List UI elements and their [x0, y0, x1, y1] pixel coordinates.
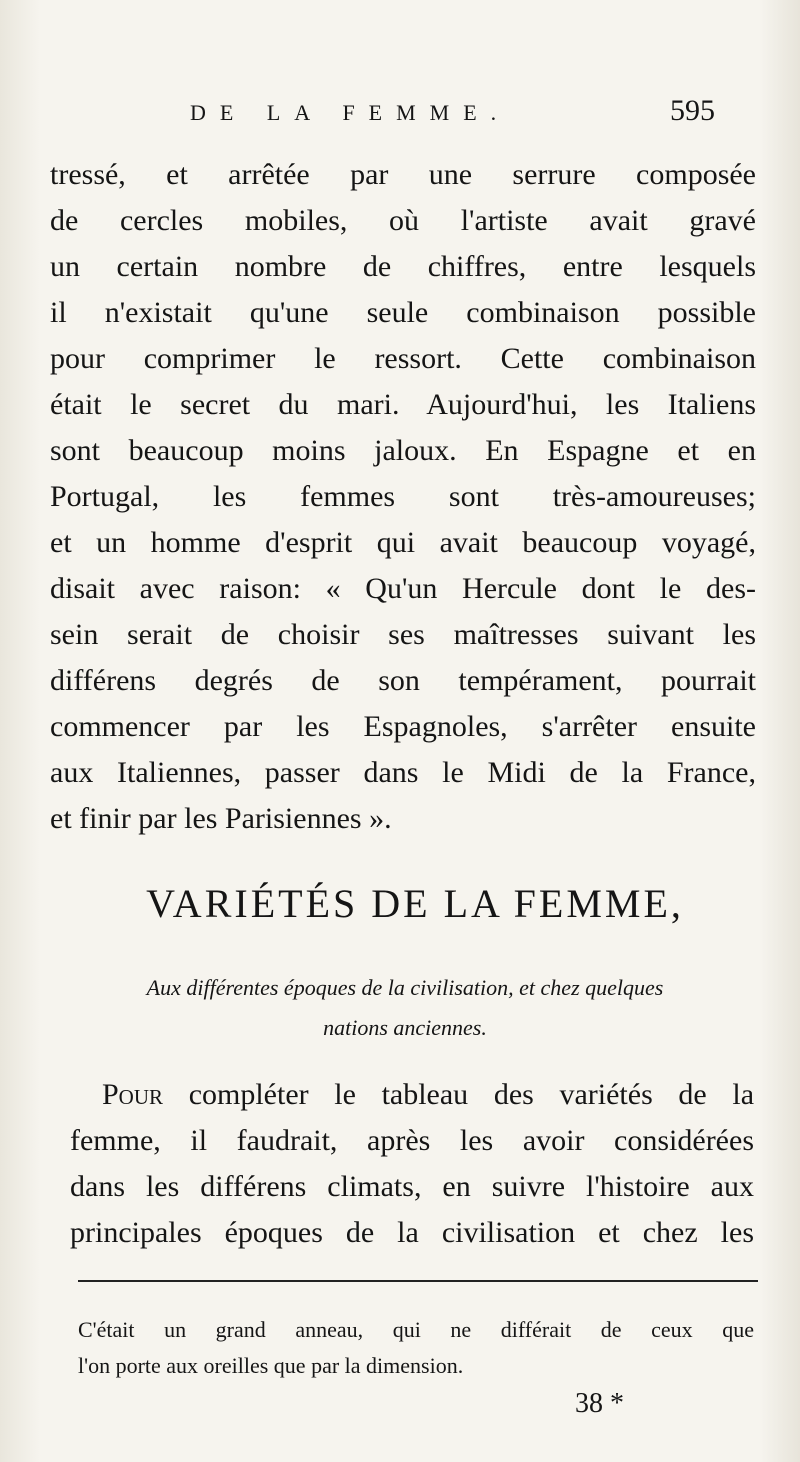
text-line: femme, il faudrait, après les avoir considérées	[70, 1124, 754, 1157]
footnote-rule	[78, 1280, 758, 1282]
footnote	[78, 1312, 754, 1384]
footnote-line: C'était un grand anneau, qui ne différait de ceux que	[78, 1317, 754, 1342]
paragraph-2	[70, 1072, 754, 1256]
text-line: était le secret du mari. Aujourd'hui, les Italiens	[50, 388, 756, 421]
signature-mark: 38 *	[575, 1388, 624, 1419]
subtitle-line: Aux différentes époques de la civilisation, et chez quelques	[146, 975, 664, 1000]
text-line: principales époques de la civilisation et chez les	[70, 1216, 754, 1249]
section-title: VARIÉTÉS DE LA FEMME,	[146, 881, 684, 926]
text-line: commencer par les Espagnoles, s'arrêter ensuite	[50, 710, 756, 743]
text-line: il n'existait qu'une seule combinaison possible	[50, 296, 756, 329]
text-line: et finir par les Parisiennes ».	[50, 802, 392, 835]
text-line: et un homme d'esprit qui avait beaucoup voyagé,	[50, 526, 756, 559]
subtitle-line: nations anciennes.	[323, 1015, 487, 1040]
running-head: DE LA FEMME.	[190, 100, 511, 125]
text-line: dans les différens climats, en suivre l'histoire aux	[70, 1170, 754, 1203]
text-line: tressé, et arrêtée par une serrure composée	[50, 158, 756, 191]
section-subtitle	[60, 968, 750, 1048]
text-line: sont beaucoup moins jaloux. En Espagne et en	[50, 434, 756, 467]
page-number: 595	[670, 94, 715, 127]
drop-word: Pour	[102, 1078, 164, 1111]
text-line	[70, 1072, 754, 1118]
text-line: un certain nombre de chiffres, entre lesquels	[50, 250, 756, 283]
footnote-line: l'on porte aux oreilles que par la dimension.	[78, 1353, 464, 1378]
paragraph-1	[50, 152, 756, 842]
text-line: aux Italiennes, passer dans le Midi de la France,	[50, 756, 756, 789]
text-line: différens degrés de son tempérament, pourrait	[50, 664, 756, 697]
text-line: disait avec raison: « Qu'un Hercule dont le des-	[50, 572, 756, 605]
text-line: Portugal, les femmes sont très-amoureuses;	[50, 480, 756, 513]
text-line: de cercles mobiles, où l'artiste avait gravé	[50, 204, 756, 237]
text-line: pour comprimer le ressort. Cette combinaison	[50, 342, 756, 375]
text-line: sein serait de choisir ses maîtresses suivant les	[50, 618, 756, 651]
text-line-rest: compléter le tableau des variétés de la	[188, 1078, 755, 1111]
